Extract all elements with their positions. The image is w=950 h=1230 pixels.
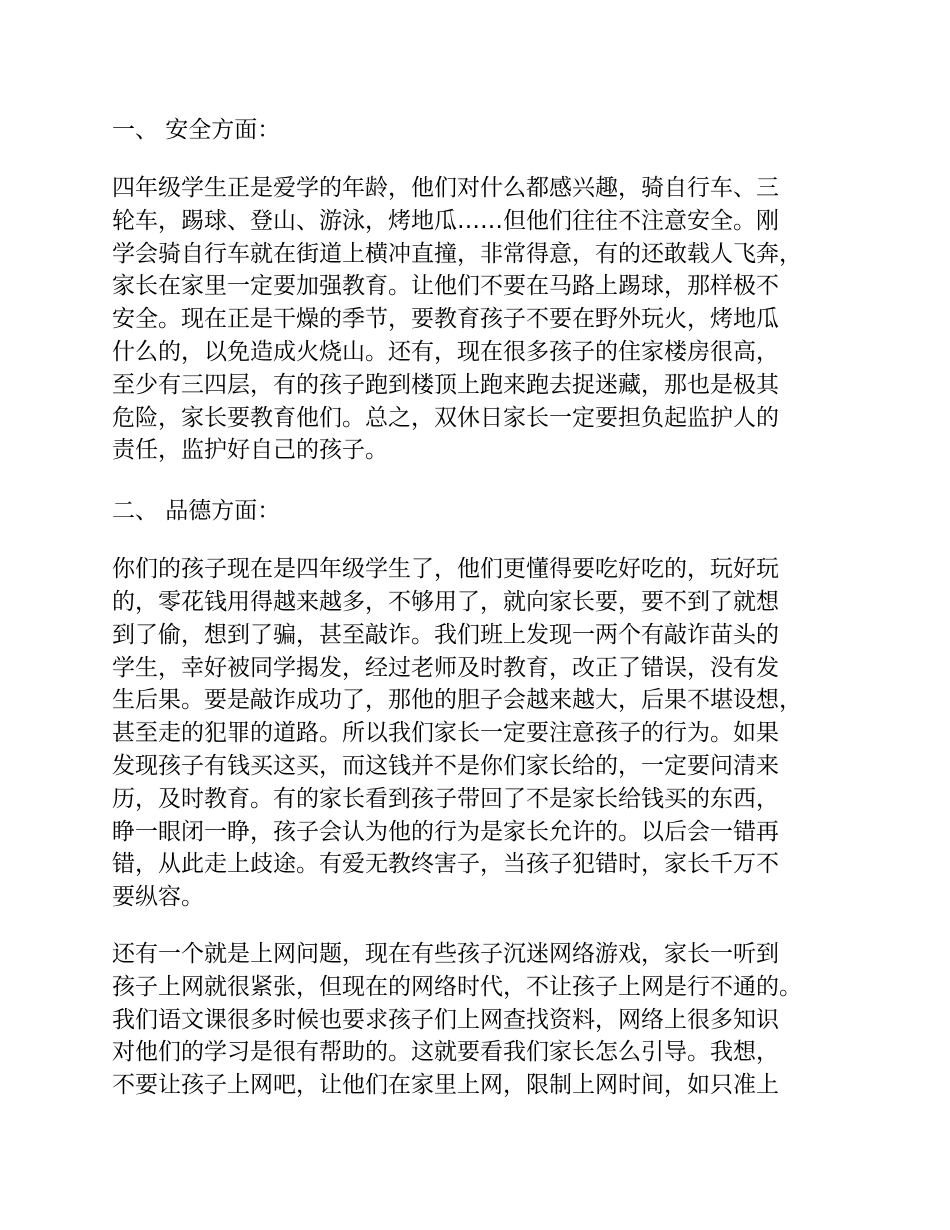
text-line: 对他们的学习是很有帮助的。这就要看我们家长怎么引导。我想， (112, 1039, 779, 1066)
text-line: 四年级学生正是爱学的年龄，他们对什么都感兴趣，骑自行车、三 (112, 175, 779, 201)
text-line: 学生，幸好被同学揭发，经过老师及时教育，改正了错误，没有发 (112, 654, 779, 681)
text-line: 不要让孩子上网吧，让他们在家里上网，限制上网时间，如只准上 (112, 1072, 779, 1099)
text-line: 责任，监护好自己的孩子。 (112, 437, 388, 464)
text-line: 睁一眼闭一睁，孩子会认为他的行为是家长允许的。以后会一错再 (112, 818, 779, 845)
text-line: 到了偷，想到了骗，甚至敲诈。我们班上发现一两个有敲诈苗头的 (112, 621, 779, 648)
section-heading-morality: 二、 品德方面： (112, 498, 281, 525)
paragraph-safety (112, 172, 842, 467)
text-line: 错，从此走上歧途。有爱无教终害子，当孩子犯错时，家长千万不 (112, 851, 779, 878)
text-line: 你们的孩子现在是四年级学生了，他们更懂得要吃好吃的，玩好玩 (112, 556, 779, 583)
text-line: 学会骑自行车就在街道上横冲直撞，非常得意，有的还敢载人飞奔， (112, 240, 802, 267)
text-line: 轮车，踢球、登山、游泳，烤地瓜……但他们往往不注意安全。刚 (112, 207, 779, 234)
text-line: 孩子上网就很紧张，但现在的网络时代，不让孩子上网是行不通的。 (112, 973, 802, 1000)
text-line: 什么的，以免造成火烧山。还有，现在很多孩子的住家楼房很高， (112, 338, 779, 365)
text-line: 历，及时教育。有的家长看到孩子带回了不是家长给钱买的东西， (112, 785, 779, 812)
text-line: 甚至走的犯罪的道路。所以我们家长一定要注意孩子的行为。如果 (112, 720, 779, 747)
text-line: 生后果。要是敲诈成功了，那他的胆子会越来越大，后果不堪设想， (112, 687, 802, 714)
text-line: 家长在家里一定要加强教育。让他们不要在马路上踢球，那样极不 (112, 273, 779, 300)
text-line: 危险，家长要教育他们。总之，双休日家长一定要担负起监护人的 (112, 404, 779, 431)
text-line: 我们语文课很多时候也要求孩子们上网查找资料，网络上很多知识 (112, 1006, 779, 1033)
document-content (112, 110, 842, 1126)
text-line: 的，零花钱用得越来越多，不够用了，就向家长要，要不到了就想 (112, 588, 779, 615)
text-line: 要纵容。 (112, 884, 204, 911)
paragraph-morality (112, 553, 842, 914)
text-line: 安全。现在正是干燥的季节，要教育孩子不要在野外玩火，烤地瓜 (112, 306, 779, 333)
section-heading-safety: 一、 安全方面： (112, 117, 281, 143)
text-line: 至少有三四层，有的孩子跑到楼顶上跑来跑去捉迷藏，那也是极其 (112, 371, 779, 398)
paragraph-internet (112, 938, 842, 1102)
text-line: 还有一个就是上网问题，现在有些孩子沉迷网络游戏，家长一听到 (112, 940, 779, 967)
text-line: 发现孩子有钱买这买，而这钱并不是你们家长给的，一定要问清来 (112, 752, 779, 779)
